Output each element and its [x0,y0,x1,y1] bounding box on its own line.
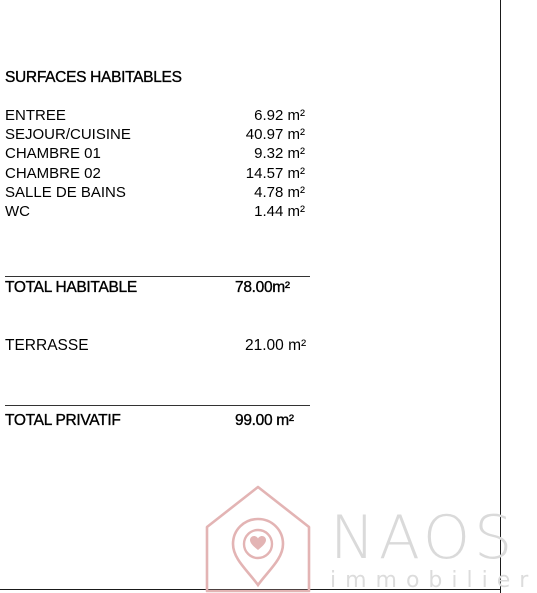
room-row [5,106,305,125]
room-list [5,106,305,221]
room-name: SALLE DE BAINS [5,183,126,201]
room-area: 6.92 m² [254,107,305,124]
room-area: 14.57 m² [245,164,305,182]
room-area: 40.97 m² [245,126,305,144]
room-name: SEJOUR/CUISINE [5,126,131,144]
room-row [5,144,305,163]
room-name: CHAMBRE 01 [5,145,101,163]
logo-tagline: immobilier [330,568,537,593]
room-row [5,183,305,202]
room-area: 4.78 m² [254,183,305,201]
terrasse-label: TERRASSE [5,337,89,354]
room-row [5,164,305,183]
section-title: SURFACES HABITABLES [5,69,182,86]
room-area: 9.32 m² [254,145,305,163]
terrasse-value: 21.00 m² [245,337,307,354]
room-name: CHAMBRE 02 [5,164,101,182]
house-heart-pin-icon [203,483,313,593]
divider-line [5,276,310,277]
divider-line [5,405,310,406]
room-row [5,202,305,221]
room-name: ENTREE [5,107,66,124]
total-habitable-value: 78.00m² [235,279,290,296]
room-row [5,125,305,144]
total-habitable-label: TOTAL HABITABLE [5,279,137,296]
room-area: 1.44 m² [254,202,305,220]
room-name: WC [5,202,30,220]
total-privatif-value: 99.00 m² [235,412,294,429]
logo-wordmark: NAOS [330,503,517,573]
total-privatif-label: TOTAL PRIVATIF [5,412,121,429]
